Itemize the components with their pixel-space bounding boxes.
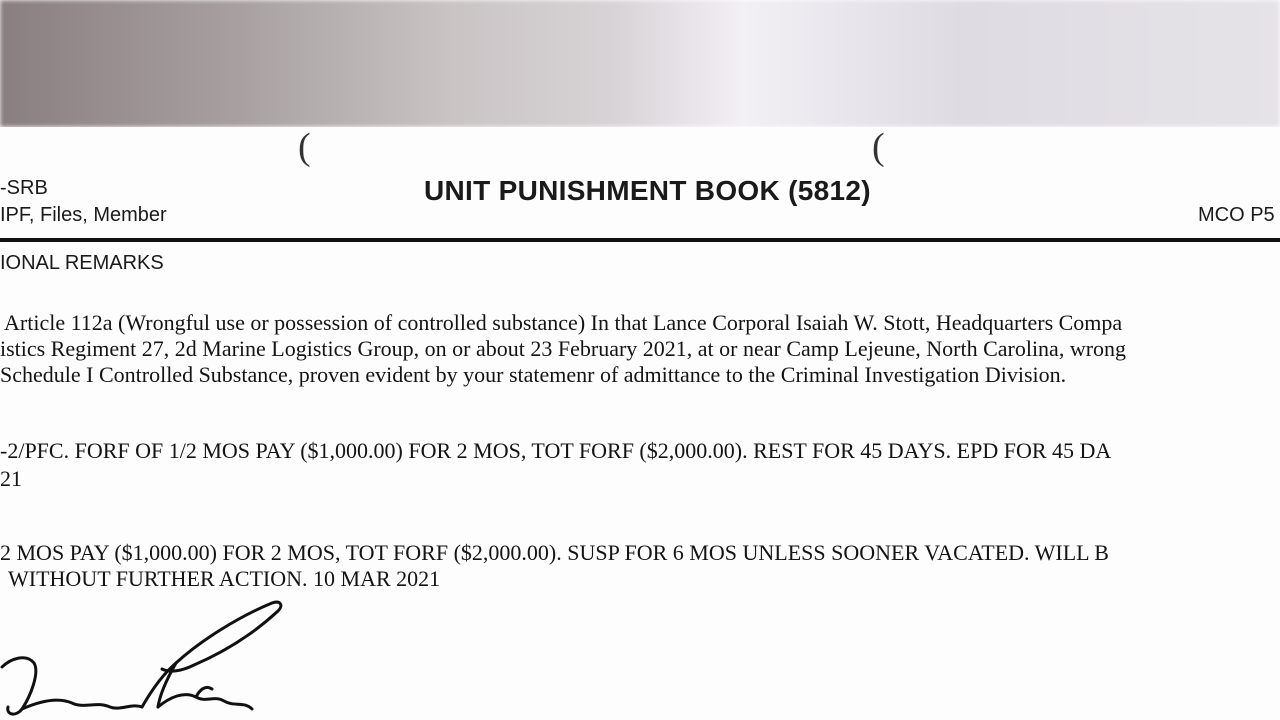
punishment-line: 21 bbox=[0, 466, 22, 491]
hole-punch-mark-right: ( bbox=[872, 127, 885, 168]
offense-line: Article 112a (Wrongful use or possession of controlled substance) In that Lance Corporal Isaiah W. Stott, Headquarters Compa bbox=[4, 310, 1123, 335]
blurred-background bbox=[0, 0, 1280, 127]
handwritten-signature bbox=[0, 597, 300, 720]
document-title: UNIT PUNISHMENT BOOK (5812) bbox=[424, 175, 871, 206]
order-reference: MCO P5 bbox=[1198, 204, 1275, 226]
document-page bbox=[0, 127, 1280, 720]
suspension-line: WITHOUT FURTHER ACTION. 10 MAR 2021 bbox=[8, 566, 441, 591]
offense-line: Schedule I Controlled Substance, proven evident by your statemenr of admittance to the Criminal Investigation Division. bbox=[0, 362, 1067, 387]
hole-punch-mark-left: ( bbox=[298, 127, 311, 168]
section-heading: IONAL REMARKS bbox=[0, 252, 164, 274]
distribution-line: IPF, Files, Member bbox=[0, 204, 167, 226]
routing-code: -SRB bbox=[0, 177, 48, 199]
suspension-line: 2 MOS PAY ($1,000.00) FOR 2 MOS, TOT FORF ($2,000.00). SUSP FOR 6 MOS UNLESS SOONER VACATED. WILL B bbox=[0, 540, 1109, 565]
punishment-line: -2/PFC. FORF OF 1/2 MOS PAY ($1,000.00) FOR 2 MOS, TOT FORF ($2,000.00). REST FOR 45 DAYS. EPD FOR 45 DA bbox=[0, 438, 1112, 463]
offense-line: istics Regiment 27, 2d Marine Logistics Group, on or about 23 February 2021, at or near Camp Lejeune, North Carolina, wrong bbox=[0, 336, 1127, 361]
header-divider bbox=[0, 238, 1280, 242]
